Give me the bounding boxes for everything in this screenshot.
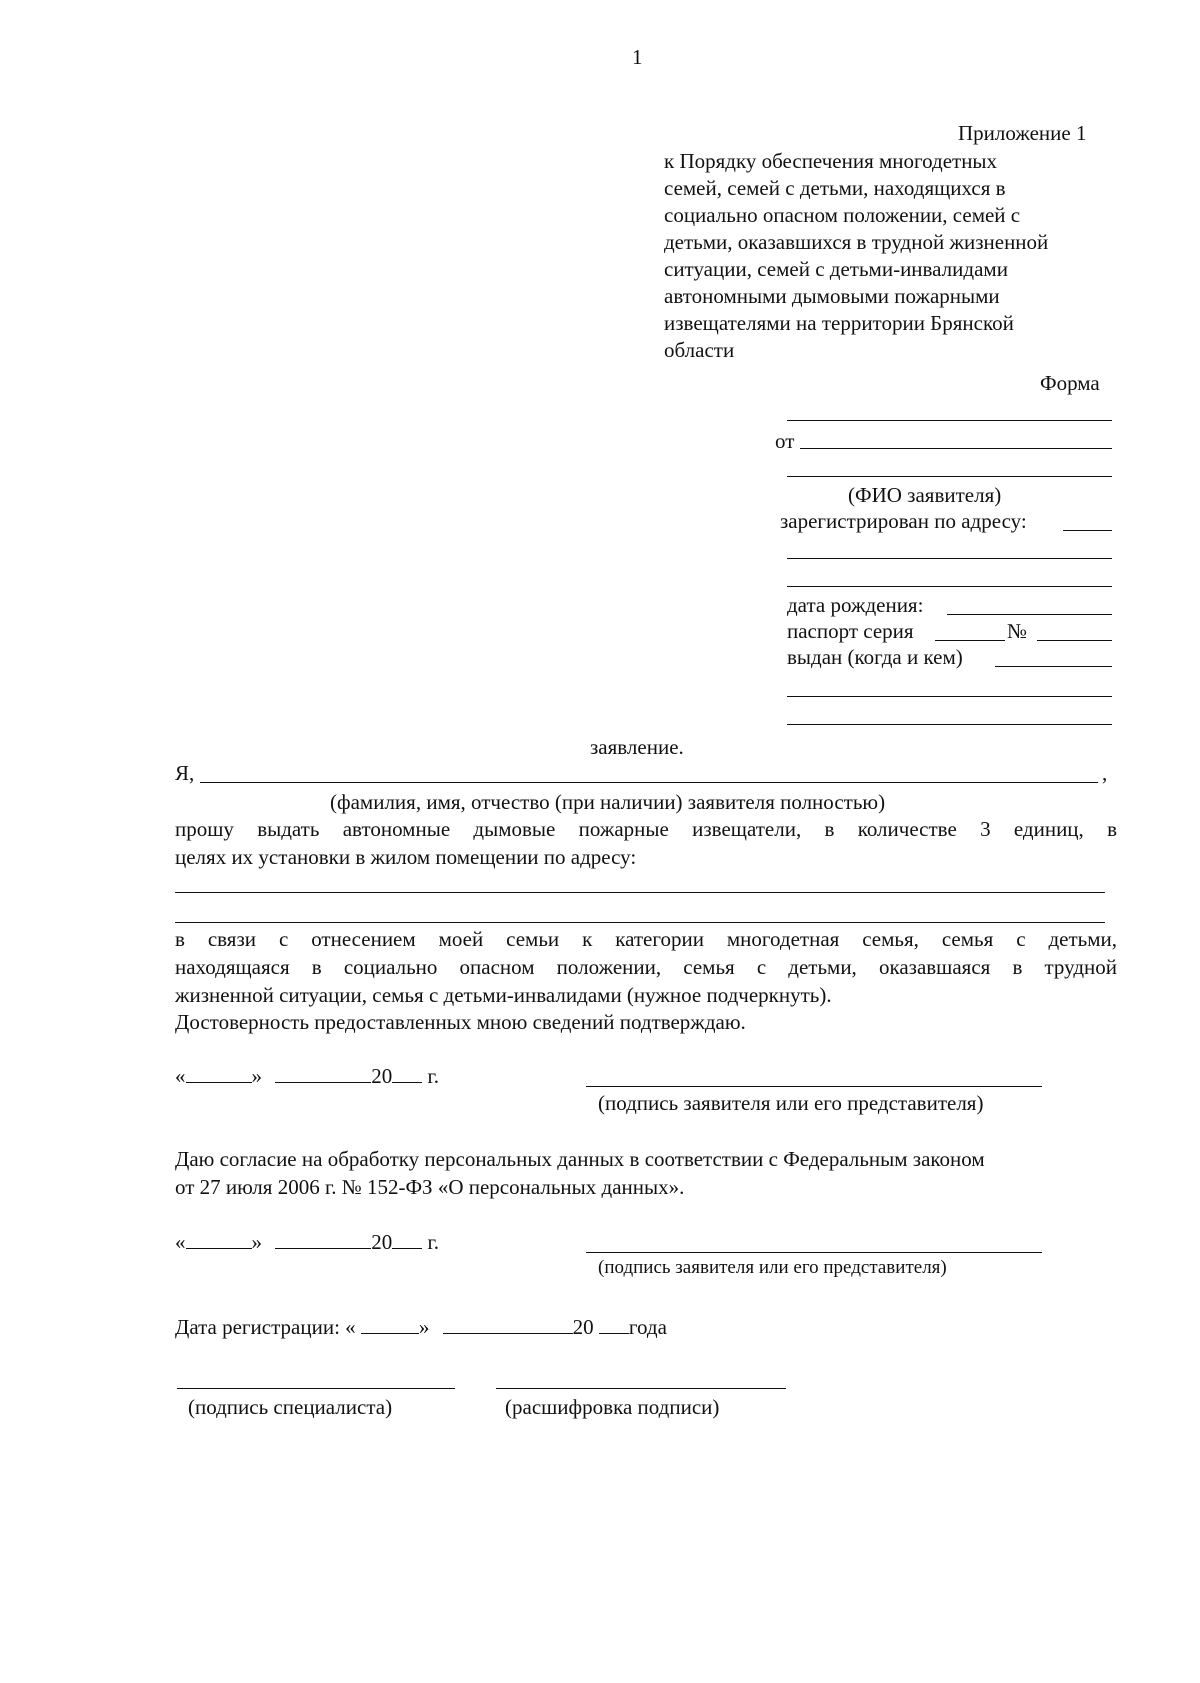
passport-number-line[interactable] [1037, 640, 1112, 641]
annex-text [664, 148, 1124, 364]
registration-label: Дата регистрации: « [175, 1315, 356, 1339]
reason-line: в связи с отнесением моей семьи к категории многодетная семья, семья с детьми, [175, 927, 1117, 951]
day-input[interactable] [186, 1062, 252, 1083]
from-input-line[interactable] [800, 448, 1112, 449]
applicant-blank-line[interactable] [787, 476, 1112, 477]
i-comma: , [1102, 761, 1108, 785]
fullname-caption: (фамилия, имя, отчество (при наличии) заявителя полностью) [330, 790, 886, 814]
registration-date-field [175, 1313, 667, 1341]
annex-line: семей, семей с детьми, находящихся в [664, 176, 1006, 200]
year-prefix: 20 [371, 1230, 393, 1254]
address-input-line[interactable] [787, 558, 1112, 559]
date-field [175, 1062, 439, 1090]
install-address-line[interactable] [175, 922, 1105, 923]
registration-month-input[interactable] [443, 1313, 573, 1334]
registration-day-input[interactable] [361, 1313, 419, 1334]
date-close-quote: » [251, 1230, 262, 1254]
year-suffix: г. [427, 1230, 439, 1254]
i-label: Я, [175, 761, 195, 785]
issued-label: выдан (когда и кем) [787, 645, 963, 669]
request-line: целях их установки в жилом помещении по адресу: [175, 845, 637, 869]
decode-caption: (расшифровка подписи) [505, 1395, 720, 1419]
form-label: Форма [1040, 371, 1100, 395]
issued-input-line[interactable] [787, 724, 1112, 725]
registration-close-quote: » [418, 1315, 430, 1339]
birth-label: дата рождения: [787, 593, 924, 617]
fio-caption: (ФИО заявителя) [848, 483, 1002, 507]
signature-caption: (подпись заявителя или его представителя) [598, 1257, 947, 1278]
day-input[interactable] [186, 1228, 252, 1249]
year-input[interactable] [392, 1062, 422, 1083]
annex-line: детьми, оказавшихся в трудной жизненной [664, 230, 1049, 254]
year-input[interactable] [392, 1228, 422, 1249]
confirm-line: Достоверность предоставленных мною сведений подтверждаю. [175, 1010, 746, 1034]
page-number: 1 [632, 45, 643, 69]
annex-title: Приложение 1 [958, 121, 1087, 145]
registered-label: зарегистрирован по адресу: [780, 509, 1027, 533]
specialist-caption: (подпись специалиста) [188, 1395, 393, 1419]
document-title: заявление. [590, 735, 684, 759]
reason-line: жизненной ситуации, семья с детьми-инвалидами (нужное подчеркнуть). [175, 983, 832, 1007]
reason-line: находящаяся в социально опасном положении, семья с детьми, оказавшаяся в трудной [175, 955, 1117, 979]
registration-year-input[interactable] [599, 1313, 629, 1334]
issued-input-line[interactable] [787, 696, 1112, 697]
passport-label: паспорт серия [787, 619, 914, 643]
applicant-blank-line[interactable] [787, 420, 1112, 421]
request-line: прошу выдать автономные дымовые пожарные извещатели, в количестве 3 единиц, в [175, 817, 1117, 841]
date-field [175, 1228, 439, 1256]
month-input[interactable] [275, 1062, 371, 1083]
signature-caption: (подпись заявителя или его представителя) [598, 1091, 984, 1115]
annex-line: извещателями на территории Брянской [664, 311, 1014, 335]
month-input[interactable] [275, 1228, 371, 1249]
annex-line: области [664, 338, 735, 362]
annex-line: автономными дымовыми пожарными [664, 284, 1000, 308]
passport-no-label: № [1007, 619, 1028, 643]
date-open-quote: « [175, 1064, 186, 1088]
date-close-quote: » [251, 1064, 262, 1088]
registration-year-word: года [628, 1315, 667, 1339]
from-label: от [775, 429, 795, 453]
registration-year-prefix: 20 [572, 1315, 594, 1339]
consent-line: от 27 июля 2006 г. № 152-ФЗ «О персональных данных». [175, 1175, 685, 1199]
birth-input-line[interactable] [947, 614, 1112, 615]
year-suffix: г. [427, 1064, 439, 1088]
fullname-input-line[interactable] [200, 782, 1098, 783]
specialist-signature-line[interactable] [177, 1388, 455, 1389]
year-prefix: 20 [371, 1064, 393, 1088]
consent-line: Даю согласие на обработку персональных данных в соответствии с Федеральным законом [175, 1147, 985, 1171]
signature-line[interactable] [586, 1252, 1042, 1253]
issued-input-line[interactable] [995, 666, 1112, 667]
install-address-line[interactable] [175, 892, 1105, 893]
annex-line: ситуации, семей с детьми-инвалидами [664, 257, 1008, 281]
annex-line: социально опасном положении, семей с [664, 203, 1021, 227]
signature-line[interactable] [586, 1086, 1042, 1087]
date-open-quote: « [175, 1230, 186, 1254]
annex-line: к Порядку обеспечения многодетных [664, 149, 998, 173]
signature-decode-line[interactable] [496, 1388, 786, 1389]
passport-series-line[interactable] [935, 640, 1005, 641]
address-input-line[interactable] [787, 586, 1112, 587]
address-input-line[interactable] [1063, 530, 1112, 531]
